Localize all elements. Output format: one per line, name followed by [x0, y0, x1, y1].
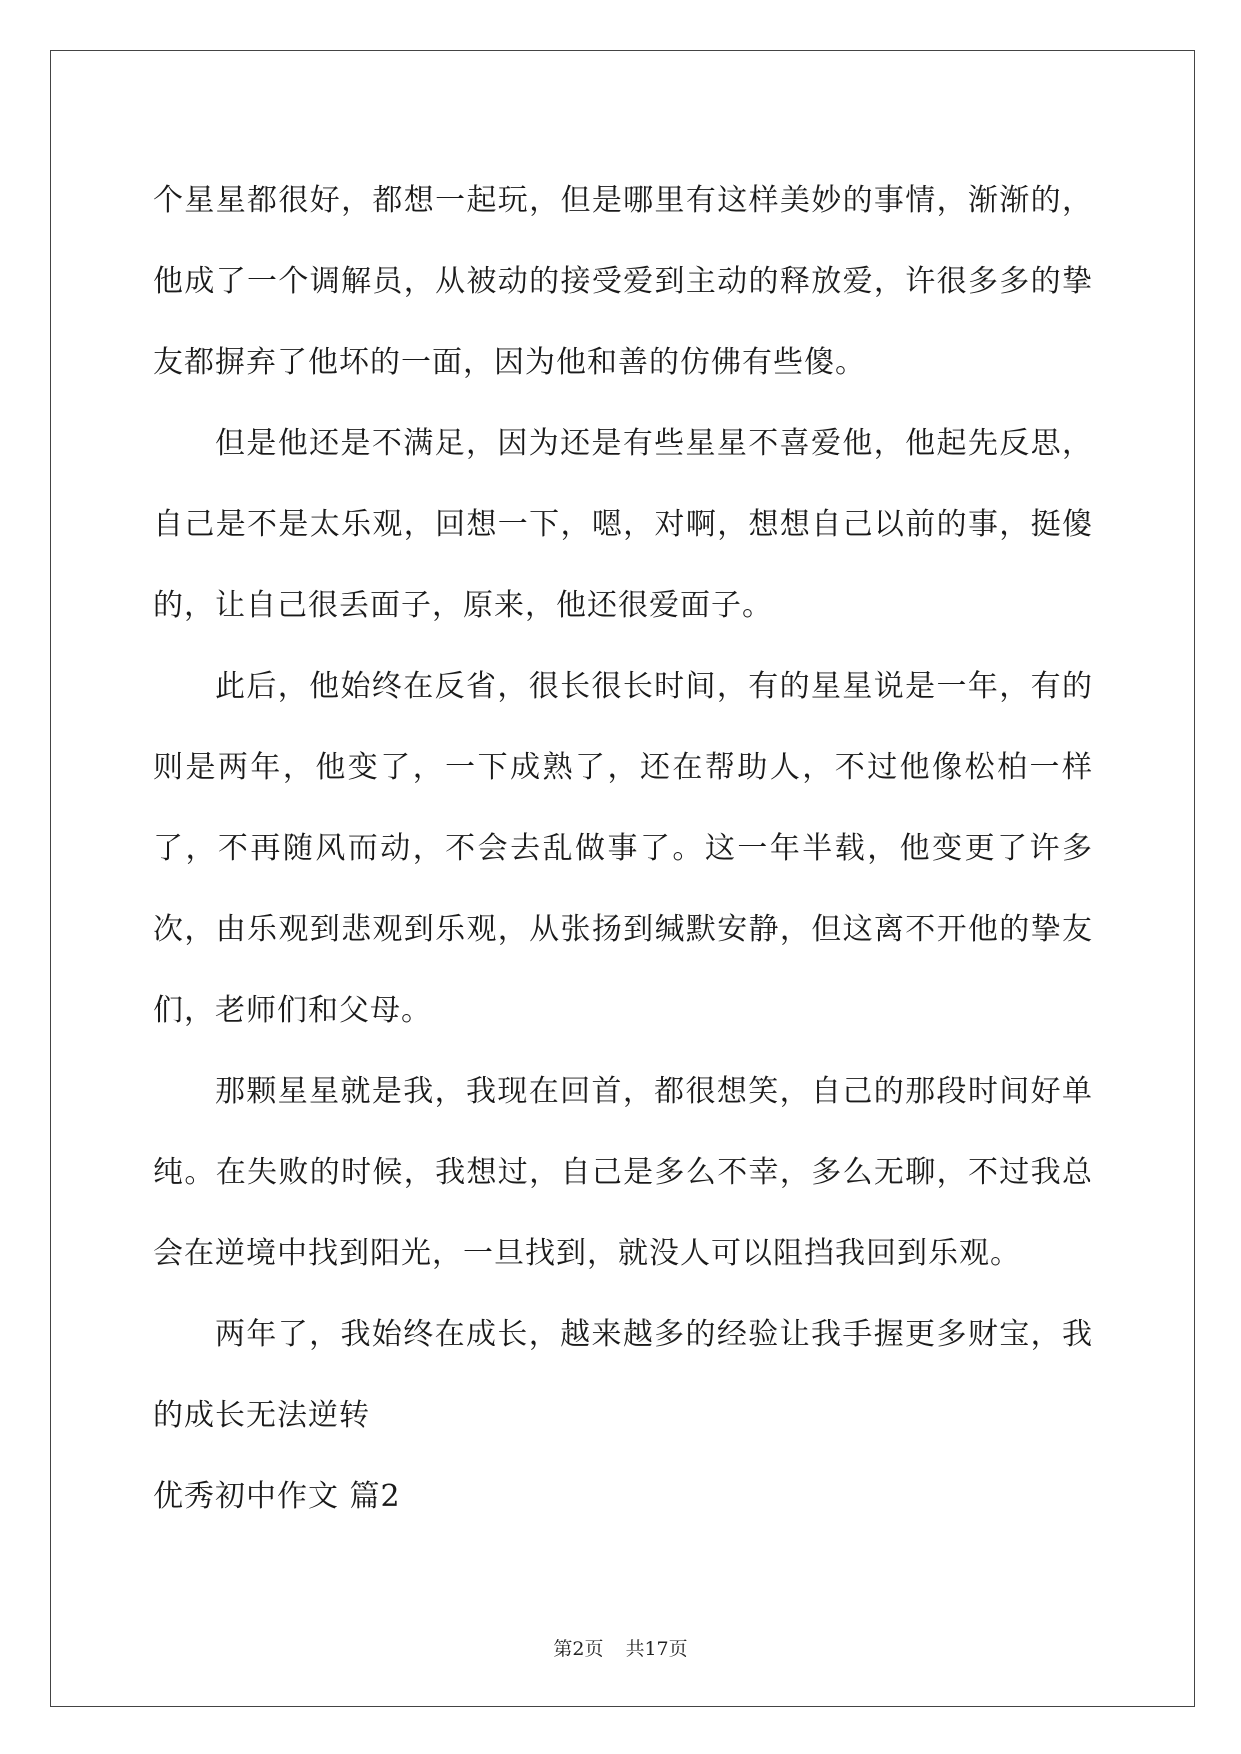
page-footer — [0, 1634, 1241, 1661]
document-body — [153, 160, 1093, 1537]
paragraph: 但是他还是不满足，因为还是有些星星不喜爱他，他起先反思，自己是不是太乐观，回想一下，嗯，对啊，想想自己以前的事，挺傻的，让自己很丢面子，原来，他还很爱面子。 — [153, 426, 1093, 623]
paragraph: 两年了，我始终在成长，越来越多的经验让我手握更多财宝，我的成长无法逆转 — [153, 1317, 1093, 1433]
section-heading: 优秀初中作文 篇2 — [153, 1479, 401, 1514]
paragraph: 那颗星星就是我，我现在回首，都很想笑，自己的那段时间好单纯。在失败的时候，我想过，自己是多么不幸，多么无聊，不过我总会在逆境中找到阳光，一旦找到，就没人可以阻挡我回到乐观。 — [153, 1074, 1093, 1271]
paragraph: 此后，他始终在反省，很长很长时间，有的星星说是一年，有的则是两年，他变了，一下成熟了，还在帮助人，不过他像松柏一样了，不再随风而动，不会去乱做事了。这一年半载，他变更了许多次，由乐观到悲观到乐观，从张扬到缄默安静，但这离不开他的挚友们，老师们和父母。 — [153, 669, 1093, 1028]
page-total: 共17页 — [625, 1638, 688, 1660]
paragraph: 个星星都很好，都想一起玩，但是哪里有这样美妙的事情，渐渐的，他成了一个调解员，从被动的接受爱到主动的释放爱，许很多多的挚友都摒弃了他坏的一面，因为他和善的仿佛有些傻。 — [153, 183, 1093, 380]
page-number: 第2页 — [553, 1638, 604, 1660]
